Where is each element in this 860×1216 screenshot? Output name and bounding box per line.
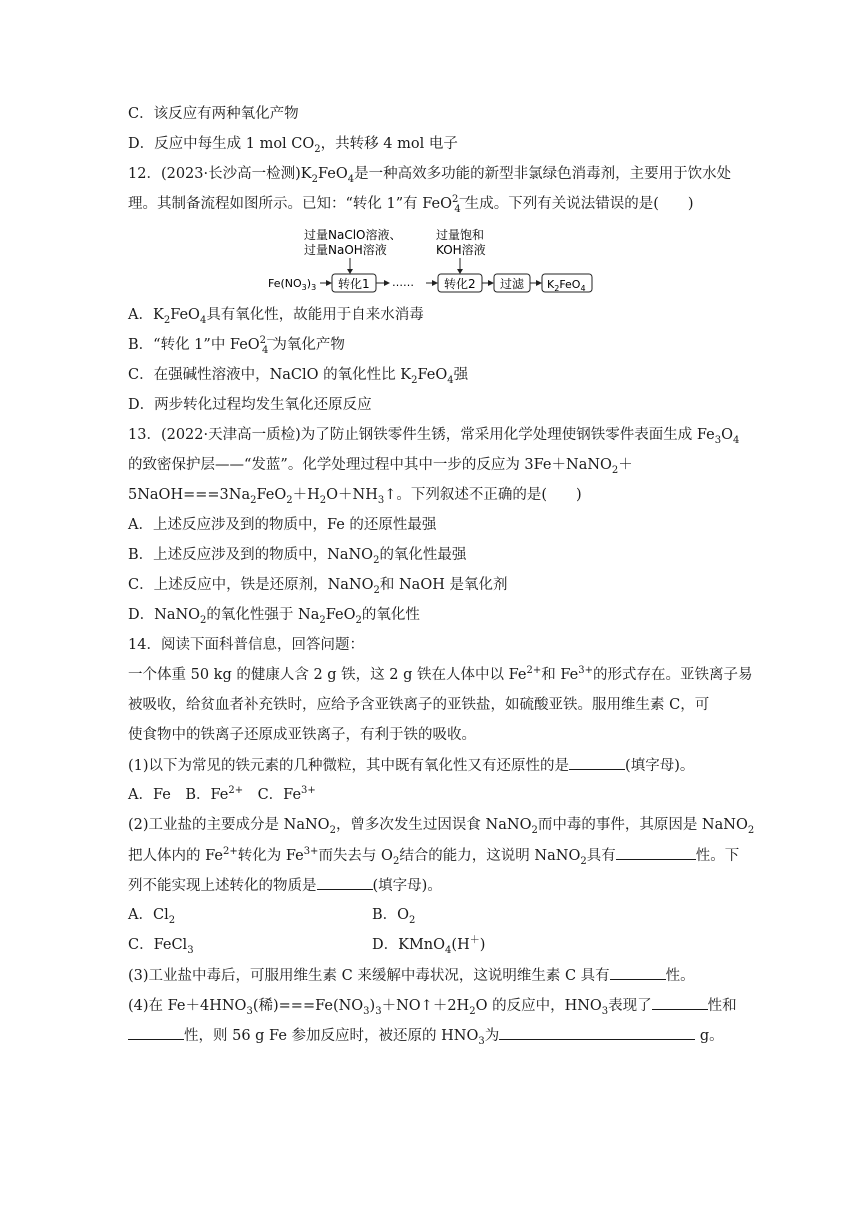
q13-option-a: A．上述反应涉及到的物质中，Fe 的还原性最强 — [128, 517, 437, 533]
q14-sub1-stem: (1)以下为常见的铁元素的几种微粒，其中既有氧化性又有还原性的是 (填字母)。 — [128, 755, 694, 776]
q14-sub2-stem-line3: 列不能实现上述转化的物质是 (填字母)。 — [128, 875, 442, 896]
process-flow-diagram — [268, 228, 598, 294]
q12-stem-line2: 理。其制备流程如图所示。已知：“转化 1”有 FeO$^{2-}_4$ 生成。下列有关说法错误的是( ) — [128, 194, 694, 215]
q11-option-c: C．该反应有两种氧化产物 — [128, 106, 299, 122]
flow-ellipsis: …… — [392, 276, 414, 289]
q14-sub2-option-d: D．KMnO$_4$(H＋) — [372, 935, 486, 956]
q14-sub2-option-a: A．$Cl_2$ — [128, 907, 176, 926]
q14-sub1-options: A．Fe B．$Fe^{2+}$ C．$Fe^{3+}$ — [128, 785, 316, 803]
q12-option-d: D．两步转化过程均发生氧化还原反应 — [128, 397, 372, 413]
q14-sub2-stem-line1: (2)工业盐的主要成分是 NaNO$_2$，曾多次发生过因误食 NaNO$_2$而中毒的事件，其原因是 NaNO$_2$ — [128, 817, 755, 836]
reagent2-line2: KOH溶液 — [436, 243, 486, 257]
step-filter: 过滤 — [500, 277, 525, 291]
reagent1-line2: 过量NaOH溶液 — [304, 243, 387, 257]
q14-sub2-option-b: B．$O_2$ — [372, 907, 416, 926]
step-transform1: 转化1 — [338, 277, 370, 291]
q14-passage-line3: 使食物中的铁离子还原成亚铁离子，有利于铁的吸收。 — [128, 727, 476, 743]
step-transform2: 转化2 — [444, 277, 476, 291]
q12-option-b: B．“转化 1”中 FeO$^{2-}_4$ 为氧化产物 — [128, 335, 345, 356]
q14-title: 14．阅读下面科普信息，回答问题： — [128, 637, 364, 653]
q14-sub4-stem-line2: 性，则 56 g Fe 参加反应时，被还原的 $HNO_3$为 g。 — [128, 1025, 724, 1046]
q13-stem-line3: $5NaOH===3Na_2FeO_2+H_2O+NH_3↑$。下列叙述不正确的是( ) — [128, 487, 582, 506]
q12-option-a: A．$K_2FeO_4$具有氧化性，故能用于自来水消毒 — [128, 307, 424, 326]
q14-sub2-stem-line2: 把人体内的 $Fe^{2+}$转化为 $Fe^{3+}$而失去与 $O_2$结合的能力，这说明 NaNO$_2$具有 性。下 — [128, 846, 740, 867]
q14-sub2-option-c: C．FeCl$_3$ — [128, 937, 194, 956]
q11-option-d: D．反应中每生成 1 mol $CO_2$，共转移 4 mol 电子 — [128, 136, 458, 155]
q14-passage-line1: 一个体重 50 kg 的健康人含 2 g 铁，这 2 g 铁在人体中以 $Fe^{2+}$和 $Fe^{3+}$的形式存在。亚铁离子易 — [128, 665, 753, 683]
start-material: $Fe(NO_3)_3$ — [268, 277, 317, 292]
q13-stem-line2: 的致密保护层——“发蓝”。化学处理过程中其中一步的反应为 3Fe＋NaNO$_2$＋ — [128, 457, 633, 476]
q13-option-d: D．NaNO$_2$的氧化性强于 $Na_2FeO_2$的氧化性 — [128, 607, 420, 626]
q13-stem-line1: 13．(2022·天津高一质检)为了防止钢铁零件生锈，常采用化学处理使钢铁零件表面生成 $Fe_3O_4$ — [128, 427, 740, 446]
q14-sub3-stem: (3)工业盐中毒后，可服用维生素 C 来缓解中毒状况，这说明维生素 C 具有 性。 — [128, 965, 695, 986]
q14-passage-line2: 被吸收，给贫血者补充铁时，应给予含亚铁离子的亚铁盐，如硫酸亚铁。服用维生素 C，可 — [128, 697, 710, 713]
product-label: $K_2FeO_4$ — [547, 278, 586, 293]
q13-option-c: C．上述反应中，铁是还原剂，NaNO$_2$和 NaOH 是氧化剂 — [128, 577, 508, 596]
q13-option-b: B．上述反应涉及到的物质中，NaNO$_2$的氧化性最强 — [128, 547, 467, 566]
q12-stem-line1: 12．(2023·长沙高一检测)$K_2FeO_4$是一种高效多功能的新型非氯绿色消毒剂，主要用于饮水处 — [128, 166, 732, 185]
q14-sub4-stem-line1: (4)在 $Fe+4HNO_3$(稀)$===Fe(NO_3)_3+NO↑+2H_2O$ 的反应中，$HNO_3$表现了 性和 — [128, 995, 737, 1016]
q12-option-c: C．在强碱性溶液中，NaClO 的氧化性比 $K_2FeO_4$强 — [128, 367, 469, 386]
reagent2-line1: 过量饱和 — [436, 228, 485, 242]
reagent1-line1: 过量NaClO溶液、 — [304, 228, 402, 242]
